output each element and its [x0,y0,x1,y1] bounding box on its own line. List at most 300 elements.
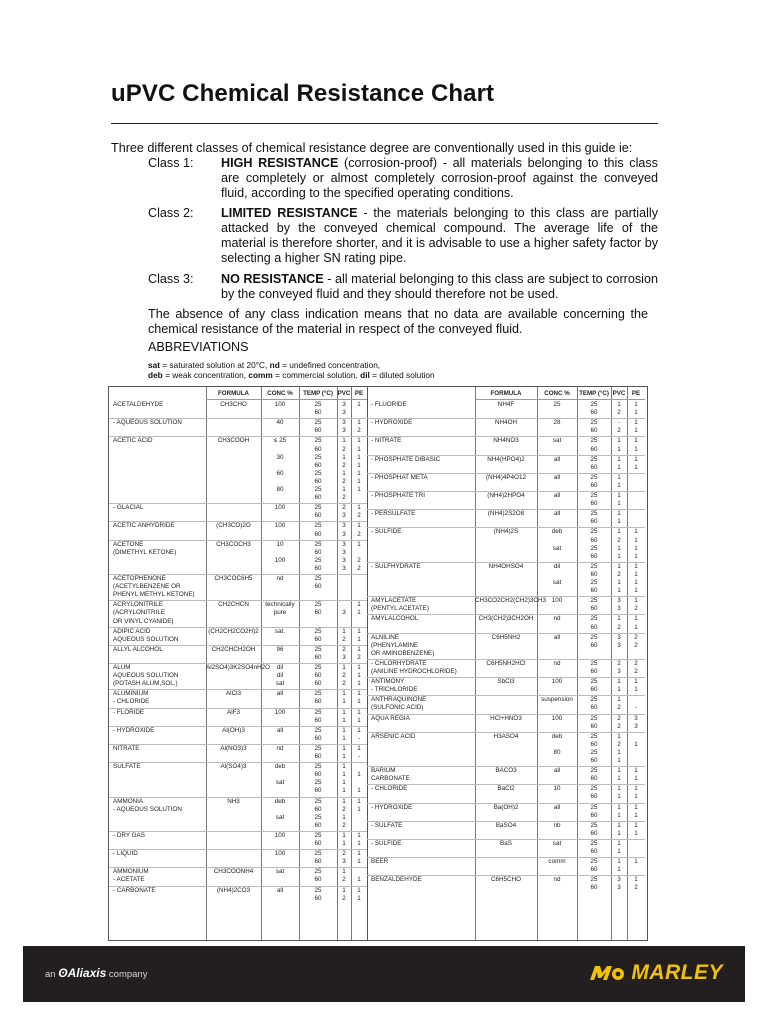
chemical-formula: (NH4)2S [493,528,519,536]
pvc-class: 3 [617,605,621,613]
absence-note: The absence of any class indication means that no data are available concerning the chemical resistance of the material in respect of the conveyed fluid. [148,307,648,336]
temperature: 60 [314,530,322,538]
pe-class: 1 [634,528,638,536]
temperature: 25 [314,401,322,408]
temperature: 60 [314,716,322,724]
temperature: 25 [314,763,322,771]
chemical-formula: CH3COOH [217,437,250,445]
pvc-class: 1 [342,453,346,461]
pvc-class: 1 [617,473,621,481]
pe-class: - [634,704,638,712]
pe-class: 2 [357,530,361,538]
temperature: 60 [314,821,322,829]
concentration: 96 [276,645,284,653]
pvc-class: 3 [342,401,346,408]
pe-class: 1 [357,771,361,779]
pe-class: 1 [357,708,361,716]
aliaxis-logo: ʘAliaxis [58,966,107,980]
intro-text: Three different classes of chemical resistance degree are conventionally used in this guide ie: [111,141,633,155]
pvc-class: 3 [342,522,346,530]
chemical-name: - ACETATE [113,876,145,884]
chemical-formula: SbCl3 [497,678,515,686]
pvc-class: 1 [617,858,621,866]
pvc-class: 2 [342,645,346,653]
chemical-formula: C6H5NH2 [491,633,521,641]
pe-class: 1 [634,811,638,819]
pe-class: 1 [634,615,638,623]
pe-class: 1 [357,797,361,805]
temperature: 60 [314,427,322,435]
pvc-class: 1 [342,779,346,787]
chemical-name: - AQUEOUS SOLUTION [113,805,182,813]
class-name: LIMITED RESISTANCE [221,206,358,220]
temperature: 25 [590,579,598,586]
header-temp: TEMP (°C) [303,390,333,397]
pe-class: 1 [357,645,361,653]
pvc-class: 3 [342,419,346,427]
class-label: Class 3: [148,272,194,286]
chemical-formula: BaSO4 [495,821,517,829]
pvc-class: 1 [617,767,621,775]
abbr-value: = saturated solution at 20°C, [160,360,270,370]
temperature: 25 [314,556,322,564]
chemical-name: OR VINYL CYANIDE) [113,617,174,625]
pe-class: 1 [634,463,638,471]
temperature: 60 [314,805,322,813]
chemical-name: AQUA REGIA [371,714,410,722]
temperature: 60 [590,552,598,560]
temperature: 25 [314,779,322,787]
page-title: uPVC Chemical Resistance Chart [111,80,495,107]
pe-class: 1 [634,793,638,801]
pe-class: 1 [357,477,361,485]
pe-class: 2 [357,427,361,435]
pvc-class: 1 [617,748,621,756]
concentration: all [553,455,561,463]
header-rule [206,399,367,400]
temperature: 60 [314,698,322,706]
concentration: all [276,690,284,698]
pvc-class: 3 [342,556,346,564]
chemical-formula: CH3COCH3 [216,540,251,548]
pvc-class: 1 [617,678,621,686]
chemical-name: (PHENYLAMINE [371,641,419,649]
pvc-class: 3 [342,858,346,866]
chemical-name: OR AMINOBENZENE) [371,649,435,657]
temperature: 60 [314,876,322,884]
abbr-value: = undefined concentration, [279,360,381,370]
pe-class: 3 [634,714,638,722]
pe-class: 1 [357,672,361,680]
concentration: 100 [274,401,286,408]
temperature: 25 [314,419,322,427]
pvc-class: 2 [342,445,346,453]
pe-class: 1 [357,698,361,706]
pe-class: 2 [357,653,361,661]
temperature: 60 [590,518,598,526]
chemical-name: - FLORIDE [113,708,145,716]
pe-class: 1 [634,767,638,775]
temperature: 25 [590,659,598,667]
chemical-name: BEER [371,858,389,866]
pe-class: 1 [357,850,361,858]
temperature: 25 [590,597,598,605]
temperature: 60 [590,848,598,855]
temperature: 60 [314,894,322,902]
temperature: 60 [590,623,598,631]
pvc-class: 2 [342,672,346,680]
header-rule [475,399,645,400]
pvc-class: 1 [617,562,621,570]
pe-class: 2 [634,884,638,892]
abbreviations-heading: ABBREVIATIONS [148,340,249,354]
title-divider [111,123,658,124]
chemical-name: ANTHRAQUINONE [371,696,427,704]
pvc-class: 1 [617,544,621,552]
chemical-formula: Al2SO4)3K2SO4nH2O [206,664,271,671]
pvc-class: 2 [617,623,621,631]
concentration: 25 [553,401,561,408]
pe-class: 1 [357,805,361,813]
chemical-name: - PHOSPHATE TRI [371,492,425,499]
pvc-class: 1 [342,716,346,724]
temperature: 60 [314,787,322,795]
chemical-name: - SULFHYDRATE [371,562,421,570]
pe-class: 1 [357,886,361,894]
temperature: 60 [314,653,322,661]
chemical-formula: BaCl2 [497,785,515,793]
concentration: deb [551,732,563,740]
aliaxis-credit [45,966,147,980]
pe-class: 1 [634,445,638,453]
temperature: 25 [314,831,322,839]
temperature: 25 [590,839,598,847]
concentration: deb [551,528,563,536]
resistance-table [108,386,648,941]
temperature: 60 [314,635,322,643]
temperature: 60 [590,570,598,578]
concentration: all [276,726,284,734]
pe-class: 1 [357,858,361,866]
chemical-name: ACETOPHENONE [113,575,166,582]
concentration: nd [553,876,561,884]
temperature: 25 [590,876,598,884]
pe-class: 1 [634,562,638,570]
temperature: 60 [590,587,598,595]
temperature: 25 [590,785,598,793]
pe-class: 1 [634,587,638,595]
chemical-name: (POTASH ALUM,SOL.) [113,680,178,688]
pe-class: 2 [634,668,638,675]
temperature: 25 [590,562,598,570]
temperature: 60 [590,704,598,712]
footer-prefix: an [45,969,56,980]
concentration: 100 [274,556,286,564]
footer-group: Aliaxis [67,966,107,980]
temperature: 25 [590,696,598,704]
chemical-name: - LIQUID [113,850,138,858]
temperature: 25 [590,803,598,811]
concentration: 100 [274,831,286,839]
pvc-class: 2 [617,536,621,544]
temperature: 60 [314,477,322,485]
temperature: 60 [314,409,322,417]
pvc-class: 2 [342,504,346,512]
pvc-class: 1 [617,803,621,811]
chemical-formula: CH3CHO [220,401,247,408]
chemical-name: ANTIMONY [371,678,405,686]
abbr-key: deb [148,370,163,380]
pvc-class: 1 [617,839,621,847]
chemical-formula: CH3CO2CH2(CH2)3CH3 [475,597,547,605]
chemical-formula: NH4(HPO4)2 [487,455,525,463]
pe-class: 1 [357,469,361,477]
chemical-name: - PHOSPHAT META [371,473,428,481]
temperature: 60 [590,668,598,675]
pe-class: 1 [357,894,361,902]
temperature: 60 [314,771,322,779]
class-description: (corrosion-proof) - all materials belonging to this class are completely or almost completely corrosion-proof against the conveyed fluid, according to the specified operating conditions. [221,156,658,200]
pe-class: 1 [357,627,361,635]
pvc-class: 1 [617,848,621,855]
pvc-class: 1 [617,463,621,471]
pvc-class: 3 [617,597,621,605]
pe-class: 1 [357,437,361,445]
pvc-class: - [617,419,621,427]
pvc-class: 1 [342,437,346,445]
chemical-name: (ACRYLONITRILE [113,609,166,617]
marley-brand-text: MARLEY [631,961,723,984]
temperature: 60 [314,609,322,617]
abbr-value: = diluted solution [369,370,435,380]
chemical-formula: CH2CHCN [218,601,249,609]
pe-class: 1 [357,540,361,548]
concentration: all [553,767,561,775]
header-pe: PE [631,390,641,397]
temperature: 25 [590,714,598,722]
pvc-class: 2 [342,680,346,688]
pe-class: 1 [357,787,361,795]
pe-class: 1 [634,821,638,829]
temperature: 60 [590,536,598,544]
chemical-formula: (NH4)2HPO4 [487,492,525,499]
chemical-name: - AQUEOUS SOLUTION [113,419,182,427]
pvc-class: 2 [617,740,621,748]
concentration: 28 [553,419,561,427]
temperature: 60 [590,775,598,783]
temperature: 25 [314,868,322,876]
header-pvc: PVC [612,390,626,397]
concentration: nd [553,615,561,623]
pvc-class: 1 [617,775,621,783]
temperature: 25 [314,664,322,671]
chemical-formula: (NH4)4P4O12 [486,473,526,481]
chemical-name: - NITRATE [371,437,402,445]
pe-class: 1 [634,597,638,605]
chemical-name: ACETONE [113,540,144,548]
pvc-class: 1 [342,840,346,847]
pvc-class: 1 [342,690,346,698]
pe-class: 1 [357,401,361,408]
class-3-block [148,272,658,302]
pvc-class: 1 [617,579,621,586]
temperature: 25 [314,886,322,894]
pe-class: 1 [357,461,361,469]
header-pvc: PVC [337,390,351,397]
temperature: 60 [314,548,322,556]
pe-class: 1 [357,601,361,609]
temperature: 60 [314,564,322,572]
concentration: pure [273,609,287,617]
pe-class: 1 [357,744,361,752]
temperature: 60 [590,605,598,613]
pvc-class: 1 [617,732,621,740]
temperature: 25 [590,528,598,536]
concentration: sat [552,579,562,586]
pvc-class: 2 [617,427,621,435]
pvc-class: 2 [617,570,621,578]
chemical-formula: (CH2CH2CO2H)2 [208,627,259,635]
pvc-class: 1 [342,868,346,876]
chemical-formula: CH2CHCH2OH [211,645,256,653]
temperature: 25 [590,748,598,756]
class-description: - the materials belonging to this class are partially attacked by the conveyed chemical compound. The average life of the material is therefore shorter, and it is advisable to use a higher safety factor by selecting a higher SN rating pipe. [221,206,658,265]
pe-class: 1 [634,623,638,631]
concentration: 100 [274,504,286,512]
temperature: 60 [590,481,598,489]
concentration: nd [276,744,284,752]
pe-class: 1 [634,678,638,686]
chemical-name: (PENTYL ACETATE) [371,605,429,613]
pvc-class: 3 [342,530,346,538]
pvc-class: 1 [342,787,346,795]
pe-class: 1 [357,680,361,688]
pvc-class: 1 [617,401,621,408]
concentration: all [553,510,561,518]
concentration: all [553,492,561,499]
chemical-name: - PHOSPHATE DIBASIC [371,455,441,463]
pvc-class: 2 [342,850,346,858]
temperature: 25 [590,767,598,775]
concentration: 30 [276,453,284,461]
class-2-block [148,206,658,266]
temperature: 25 [590,821,598,829]
chemical-name: - HYDROXIDE [371,803,413,811]
chemical-name: - HYDROXIDE [113,726,155,734]
chemical-formula: H3ASO4 [493,732,519,740]
header-formula: FORMULA [490,390,522,397]
pe-class: 1 [634,401,638,408]
pe-class: 1 [357,609,361,617]
pvc-class: 1 [617,757,621,764]
chemical-name: (ACETYLBENZENE OR [113,583,181,591]
pe-class: 1 [357,635,361,643]
footer-suffix: company [108,969,148,980]
abbr-value: = weak concentration, [162,370,249,380]
concentration: 60 [276,469,284,477]
chemical-name: - SULFIDE [371,528,402,536]
chemical-name: (DIMETHYL KETONE) [113,548,177,556]
pvc-class: 1 [342,627,346,635]
chemical-name: ACETIC ACID [113,437,153,445]
concentration: sat [275,779,285,787]
chemical-name: AMMONIUM [113,868,149,876]
pvc-class: 1 [342,708,346,716]
pvc-class: 1 [342,698,346,706]
temperature: 25 [590,678,598,686]
chemical-formula: (NH4)2S2O8 [487,510,525,518]
pvc-class: 1 [617,686,621,694]
pvc-class: 1 [617,518,621,526]
pvc-class: 1 [342,469,346,477]
pvc-class: 1 [342,797,346,805]
abbr-value: = commercial solution, [272,370,361,380]
pe-class: 2 [634,605,638,613]
concentration: sat [552,437,562,445]
temperature: 60 [590,500,598,508]
chemical-name: (ANILINE HYDROCHLORIDE) [371,668,457,675]
chemical-formula: NH3 [227,797,240,805]
temperature: 25 [314,813,322,821]
class-1-block [148,156,658,201]
pvc-class: 3 [342,512,346,520]
pe-class: 1 [634,544,638,552]
temperature: 25 [590,437,598,445]
chemical-name: - FLUORIDE [371,401,407,408]
temperature: 25 [590,419,598,427]
chemical-name: - SULFIDE [371,839,402,847]
temperature: 25 [314,601,322,609]
temperature: 60 [590,740,598,748]
pe-class: 1 [634,419,638,427]
pe-class: 1 [634,409,638,417]
chemical-name: ARSENIC ACID [371,732,416,740]
pvc-class: 2 [617,409,621,417]
chemical-name: - HYDROXIDE [371,419,413,427]
pvc-class: 1 [617,785,621,793]
chemical-formula: Al(NO3)3 [220,744,247,752]
temperature: 25 [590,455,598,463]
pvc-class: 1 [342,486,346,493]
temperature: 25 [314,575,322,582]
chemical-name: ALUMINIUM [113,690,149,698]
concentration: deb [274,797,286,805]
pvc-class: 1 [342,726,346,734]
pvc-class: 3 [617,641,621,649]
pvc-class: 1 [342,734,346,742]
pvc-class: 1 [617,829,621,837]
pvc-class: 2 [342,477,346,485]
chemical-formula: HCl+HNO3 [490,714,522,722]
temperature: 60 [314,680,322,688]
chemical-name: - CHLORHYDRATE [371,659,427,667]
pvc-class: 3 [342,540,346,548]
pvc-class: 1 [617,437,621,445]
pe-class: 1 [357,445,361,453]
chemical-name: ACRYLONITRILE [113,601,163,609]
abbr-key: nd [269,360,280,370]
pvc-class: 3 [342,548,346,556]
concentration: 100 [551,597,563,605]
temperature: 60 [590,866,598,874]
pe-class: 2 [357,564,361,572]
chemical-name: BENZALDEHYDE [371,876,422,884]
temperature: 60 [314,840,322,847]
pe-class: 1 [634,427,638,435]
chemical-name: - CARBONATE [113,886,156,894]
abbr-key: dil [360,370,370,380]
pvc-class: 1 [617,587,621,595]
